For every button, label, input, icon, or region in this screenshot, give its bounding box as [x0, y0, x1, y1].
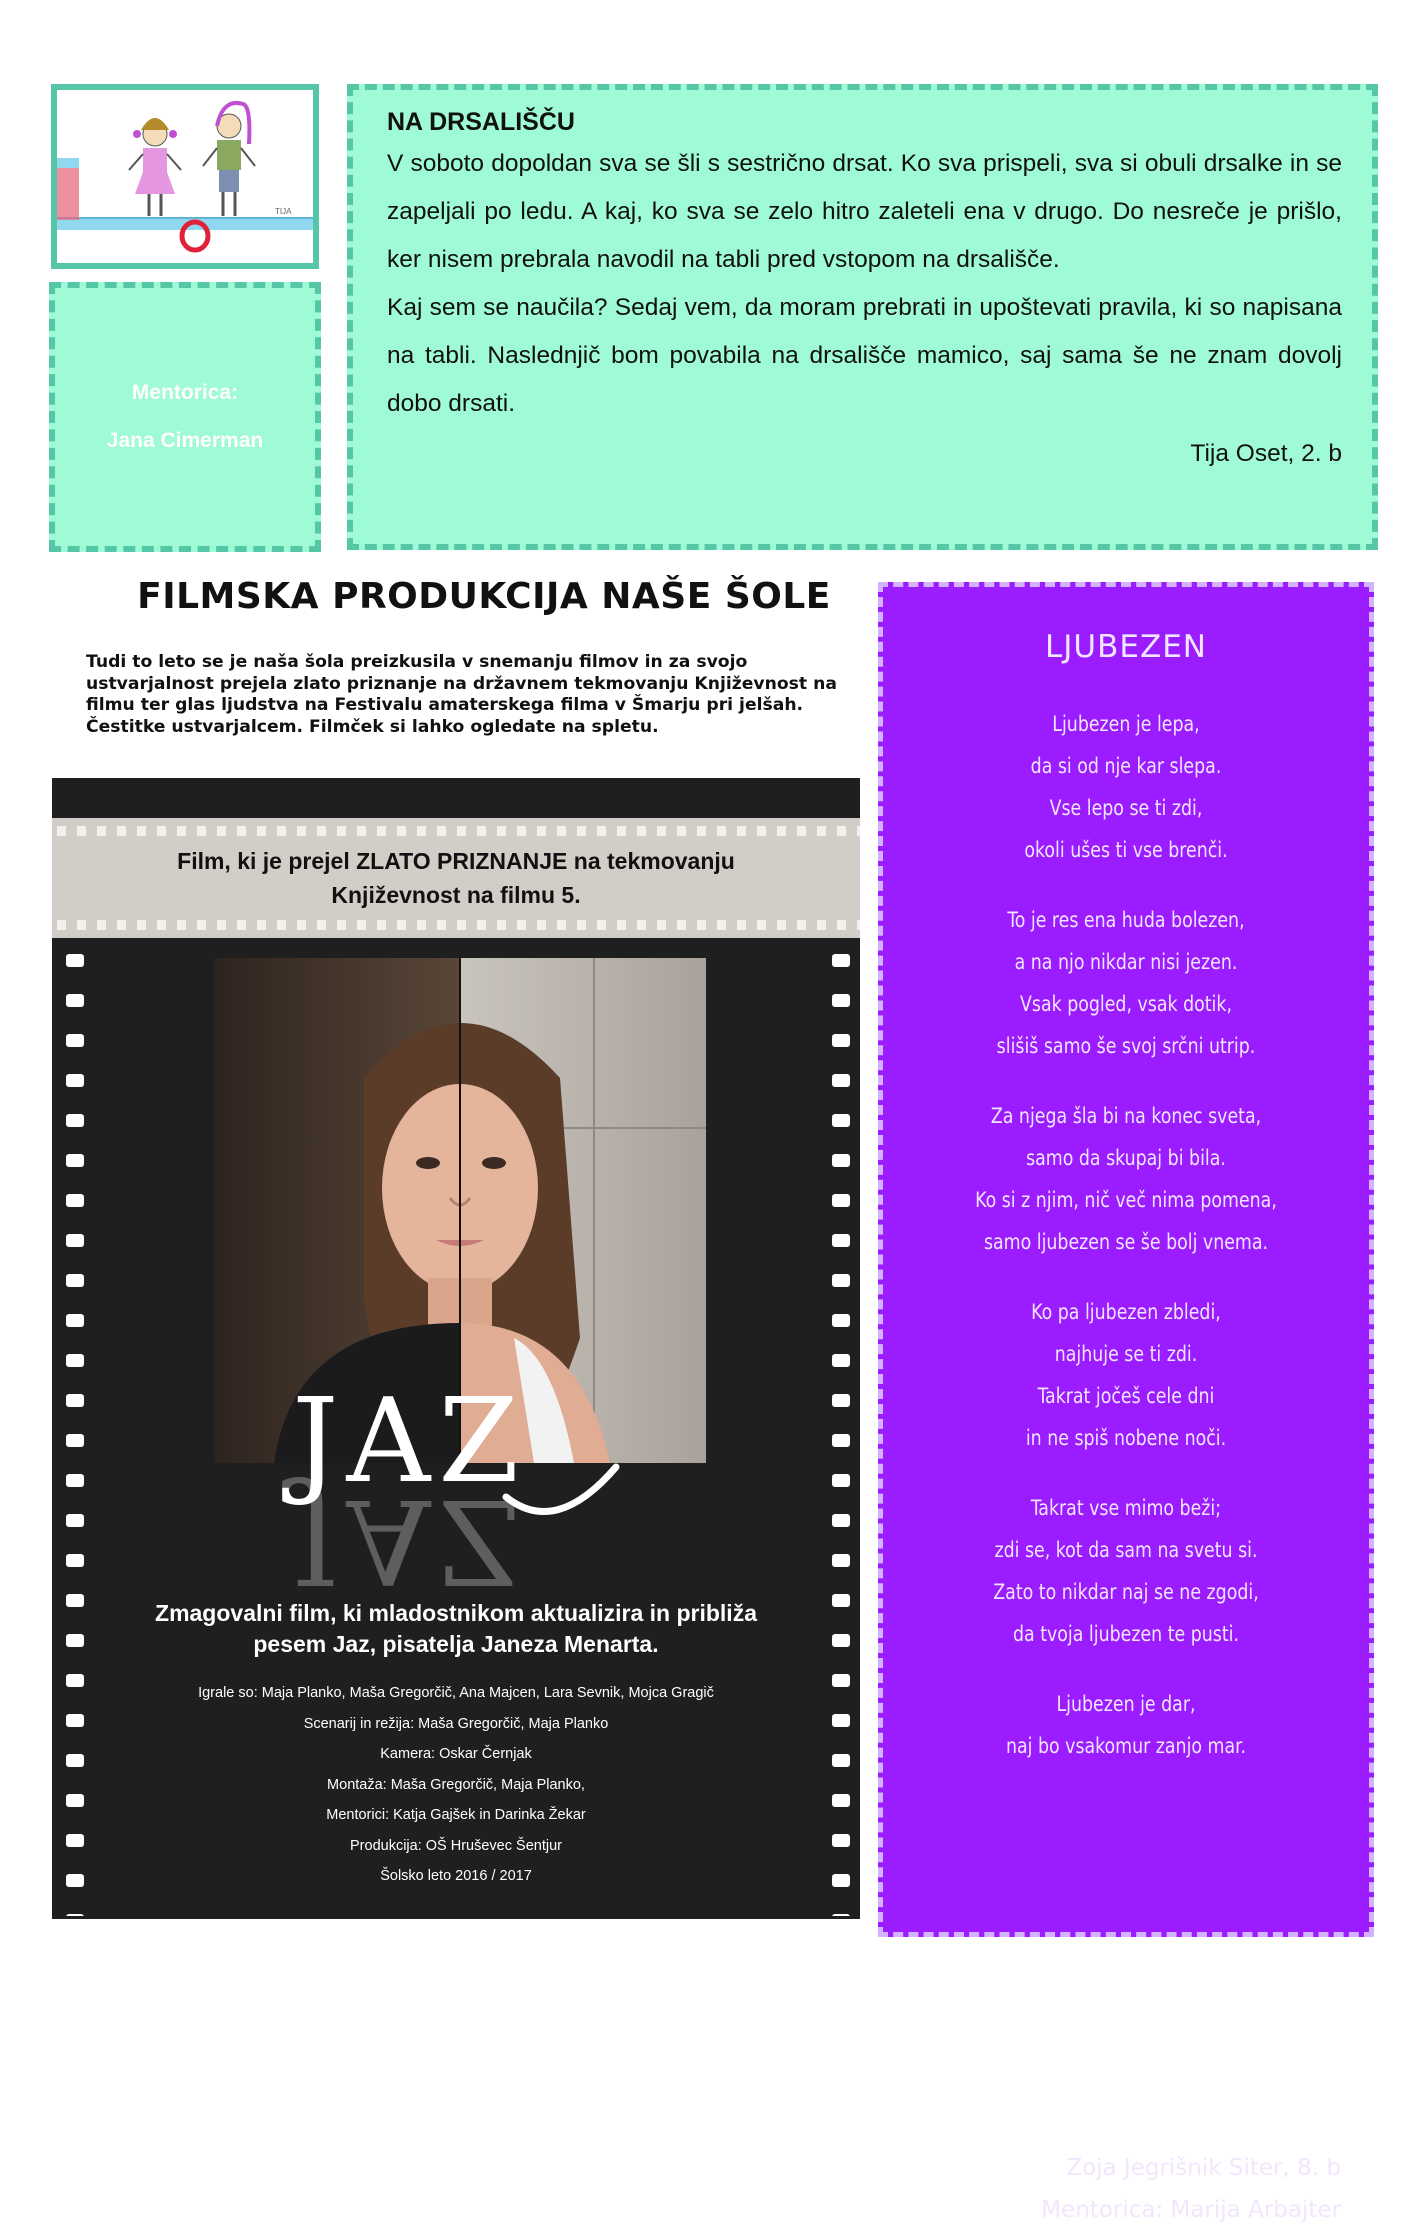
poem-line: okoli ušes ti vse brenči.	[1024, 838, 1228, 862]
poem-stanza-2	[902, 899, 1349, 1067]
mentor-label: Mentorica:	[131, 381, 239, 404]
credit-line: Produkcija: OŠ Hruševec Šentjur	[350, 1837, 562, 1854]
poem-signature	[1041, 2147, 1341, 2231]
drawing-signature: TIJA	[275, 207, 292, 216]
film-poster	[52, 778, 860, 1919]
skating-drawing-image	[57, 90, 313, 263]
poem-line: samo da skupaj bi bila.	[1026, 1146, 1226, 1170]
story-paragraph-2: Kaj sem se naučila? Sedaj vem, da moram prebrati in upoštevati pravila, ki so napisana na tabli. Naslednjič bom povabila na drsališče mamico, saj sama še ne znam dovolj dobo drsati.	[387, 294, 1342, 417]
poem-mentor: Mentorica: Marija Arbajter	[1041, 2197, 1341, 2223]
poem-line: a na njo nikdar nisi jezen.	[1014, 950, 1238, 974]
story-title: NA DRSALIŠČU	[387, 108, 575, 136]
story-author: Tija Oset, 2. b	[1190, 440, 1342, 467]
poem-line: Vsak pogled, vsak dotik,	[1020, 992, 1232, 1016]
credit-line: Scenarij in režija: Maša Gregorčič, Maja Planko	[303, 1715, 609, 1732]
poem-line: najhuje se ti zdi.	[1054, 1342, 1198, 1366]
poem-line: Takrat jočeš cele dni	[1037, 1384, 1215, 1408]
film-strip-banner	[52, 818, 860, 938]
poem-line: naj bo vsakomur zanjo mar.	[1005, 1734, 1247, 1758]
banner-line-1: Film, ki je prejel ZLATO PRIZNANJE na tekmovanju	[177, 848, 735, 874]
film-perforation-top	[52, 822, 860, 842]
mentor-name: Jana Cimerman	[106, 429, 264, 452]
poster-title: JAZ	[292, 1374, 527, 1509]
poster-title-reflection: JAZ	[292, 1473, 527, 1608]
poem-stanza-5	[902, 1487, 1349, 1655]
poem-stanza-1	[902, 703, 1349, 871]
credit-line: Montaža: Maša Gregorčič, Maja Planko,	[327, 1776, 585, 1793]
poem-line: Ljubezen je lepa,	[1052, 712, 1200, 736]
poem-line: Ko pa ljubezen zbledi,	[1031, 1300, 1221, 1324]
banner-line-2: Književnost na filmu 5.	[331, 882, 581, 908]
poem-box	[878, 582, 1374, 2223]
story-box	[347, 84, 1378, 550]
poem-line: samo ljubezen se še bolj vnema.	[983, 1230, 1269, 1254]
poem-line: To je res ena huda bolezen,	[1007, 908, 1245, 932]
film-perforation-bottom	[52, 916, 860, 936]
credit-line: Šolsko leto 2016 / 2017	[380, 1868, 532, 1884]
poem-title: LJUBEZEN	[1045, 629, 1207, 665]
poem-line: slišiš samo še svoj srčni utrip.	[996, 1034, 1256, 1058]
poem-line: da tvoja ljubezen te pusti.	[1012, 1622, 1240, 1646]
story-paragraph-1: V soboto dopoldan sva se šli s sestrično drsat. Ko sva prispeli, sva si obuli drsalke in se zapeljali po ledu. A kaj, ko sva se zelo hitro zaleteli ena v drugo. Do nesreče je prišlo, ker nisem prebrala navodil na tabli pred vstopom na drsališče.	[387, 150, 1342, 273]
poem-line: Takrat vse mimo beži;	[1030, 1496, 1222, 1520]
tagline-line-2: pesem Jaz, pisatelja Janeza Menarta.	[253, 1631, 659, 1657]
poster-credits	[52, 1678, 860, 1892]
mentor-box	[49, 282, 321, 552]
poem-stanza-3	[902, 1095, 1349, 1263]
poem-line: Vse lepo se ti zdi,	[1049, 796, 1203, 820]
poster-tagline	[52, 1598, 860, 1660]
poem-stanza-4	[902, 1291, 1349, 1459]
poem-line: Ko si z njim, nič več nima pomena,	[975, 1188, 1277, 1212]
poem-line: da si od nje kar slepa.	[1030, 754, 1222, 778]
banner-text	[52, 844, 860, 912]
poem-line: in ne spiš nobene noči.	[1025, 1426, 1227, 1450]
poem-line: Zato to nikdar naj se ne zgodi,	[993, 1580, 1259, 1604]
credit-line: Igrale so: Maja Planko, Maša Gregorčič, Ana Majcen, Lara Sevnik, Mojca Gragič	[198, 1685, 714, 1701]
film-section-heading: FILMSKA PRODUKCIJA NAŠE ŠOLE	[137, 576, 831, 617]
credit-line: Kamera: Oskar Černjak	[380, 1746, 532, 1762]
poem-line: zdi se, kot da sam na svetu si.	[994, 1538, 1258, 1562]
credit-line: Mentorici: Katja Gajšek in Darinka Žekar	[326, 1807, 586, 1823]
poem-line: Za njega šla bi na konec sveta,	[990, 1104, 1262, 1128]
poem-line: Ljubezen je dar,	[1056, 1692, 1196, 1716]
poem-author: Zoja Jegrišnik Siter, 8. b	[1066, 2155, 1341, 2181]
tagline-line-1: Zmagovalni film, ki mladostnikom aktualizira in približa	[155, 1600, 757, 1626]
film-intro-text: Tudi to leto se je naša šola preizkusila v snemanju filmov in za svojo ustvarjalnost prejela zlato priznanje na državnem tekmovanju Književnost na filmu ter glas ljudstva na Festivalu amaterskega filma v Šmarju pri jelšah. Čestitke ustvarjalcem. Filmček si lahko ogledate na spletu.	[86, 652, 837, 737]
child-drawing	[51, 84, 319, 269]
poem-stanza-6	[902, 1683, 1349, 1767]
